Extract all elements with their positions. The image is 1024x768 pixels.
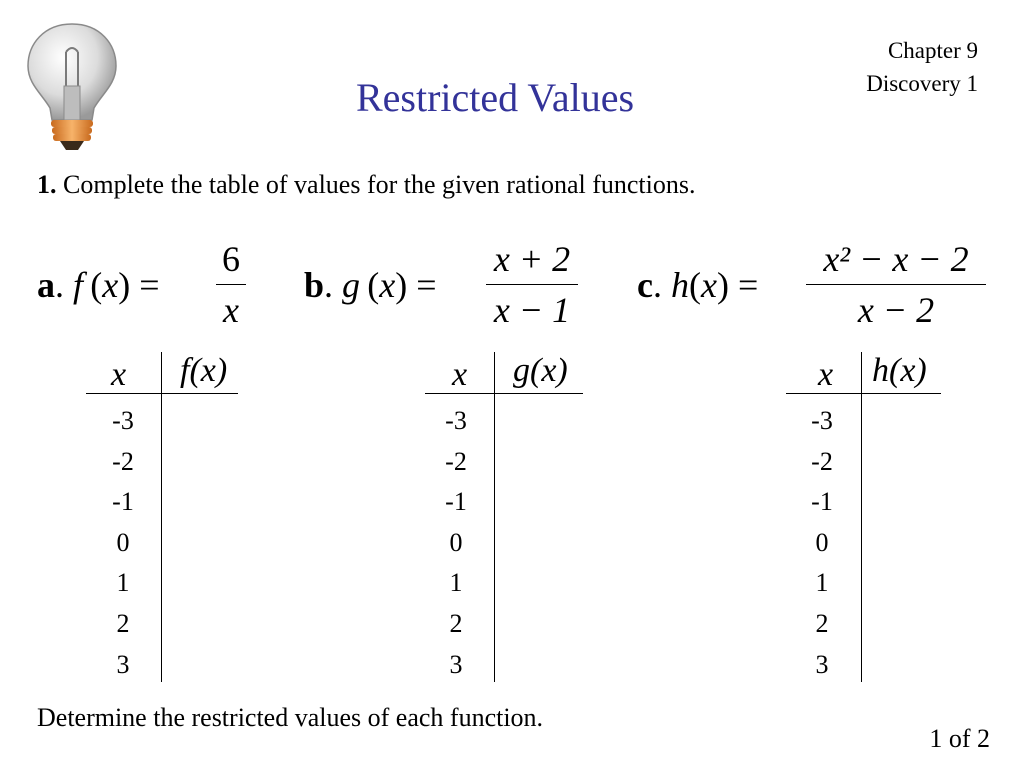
question-text: Determine the restricted values of each function. (37, 703, 544, 732)
table-b-x-cell: -3 (445, 406, 467, 435)
table-a-x-cell: 1 (116, 568, 130, 598)
table-b-gx-header: g(x) (513, 352, 568, 389)
table-b-x-cell: -1 (445, 487, 467, 517)
function-a-label: a (37, 265, 55, 305)
table-a-fx-header: f(x) (180, 352, 228, 389)
section-name: Discovery 1 (866, 71, 978, 96)
function-a: a. f (x) = (37, 265, 160, 305)
function-c: c. h(x) = (637, 265, 759, 305)
table-c-hx-header: h(x) (872, 352, 927, 389)
chapter-number: Chapter 9 (887, 38, 978, 63)
function-a-fraction (216, 238, 246, 331)
table-a-x-header: x (111, 356, 127, 393)
function-b-name: g (342, 265, 361, 305)
function-c-denominator: x − 2 (857, 290, 935, 330)
instruction (37, 170, 695, 200)
table-c-x-header: x (818, 356, 834, 393)
page-number: 1 of 2 (929, 724, 990, 753)
function-b-numerator: x + 2 (493, 239, 571, 279)
table-c-x-cell: 1 (815, 568, 829, 598)
table-a-x-values (98, 401, 148, 685)
function-b-fraction (486, 238, 578, 331)
table-c-x-cell: -3 (811, 406, 833, 435)
table-c-x-cell: -2 (811, 446, 833, 476)
function-b: b. g (x) = (304, 265, 437, 305)
function-a-name: f (73, 265, 84, 305)
function-b-denominator: x − 1 (493, 290, 571, 330)
function-c-label: c (637, 265, 653, 305)
function-a-numerator: 6 (222, 239, 240, 279)
table-a-x-cell: 3 (116, 649, 130, 679)
table-c-x-values (797, 401, 847, 685)
table-a-x-cell: -3 (112, 406, 134, 435)
table-b-x-values (431, 401, 481, 685)
function-c-fraction (806, 238, 986, 331)
table-b-x-cell: 3 (449, 649, 463, 679)
table-a-x-cell: 0 (116, 527, 130, 557)
table-c-x-cell: 3 (815, 649, 829, 679)
table-a-x-cell: -1 (112, 487, 134, 517)
function-c-name: h (670, 265, 689, 305)
table-c-x-cell: -1 (811, 487, 833, 517)
function-a-denominator: x (223, 290, 239, 330)
table-b-x-cell: 0 (449, 527, 463, 557)
function-c-numerator: x² − x − 2 (823, 239, 969, 279)
function-b-label: b (304, 265, 325, 305)
table-b-x-cell: 2 (449, 608, 463, 638)
table-a-x-cell: 2 (116, 608, 130, 638)
table-a-x-cell: -2 (112, 446, 134, 476)
table-b-x-cell: -2 (445, 446, 467, 476)
instruction-text: Complete the table of values for the given rational functions. (63, 170, 696, 199)
table-c-x-cell: 2 (815, 608, 829, 638)
page-title: Restricted Values (355, 75, 635, 120)
table-b-x-cell: 1 (449, 568, 463, 598)
question-number: 1. (37, 170, 57, 199)
table-c-x-cell: 0 (815, 527, 829, 557)
table-b-x-header: x (452, 356, 468, 393)
chapter-label (866, 34, 978, 100)
